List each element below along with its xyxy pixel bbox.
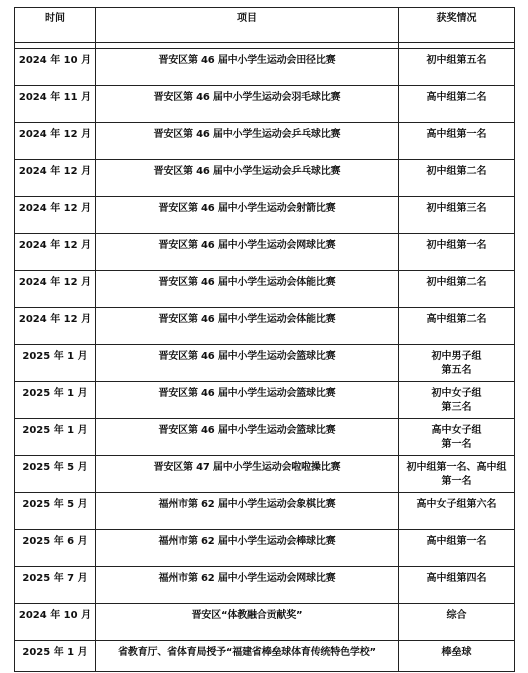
header-time: 时间	[15, 8, 96, 43]
cell-time: 2024 年 12 月	[15, 308, 96, 345]
cell-item: 晋安区第 46 届中小学生运动会体能比赛	[96, 308, 399, 345]
result-line: 初中女子组	[431, 388, 482, 399]
cell-result	[399, 604, 515, 641]
result-line: 高中女子组第六名	[416, 499, 497, 510]
cell-result	[399, 160, 515, 197]
cell-item: 晋安区第 46 届中小学生运动会乒乓球比赛	[96, 160, 399, 197]
result-line: 第五名	[441, 365, 472, 376]
result-line: 高中组第二名	[426, 92, 487, 103]
cell-item: 福州市第 62 届中小学生运动会象棋比赛	[96, 493, 399, 530]
table-row	[15, 604, 515, 641]
cell-time: 2025 年 1 月	[15, 419, 96, 456]
result-line: 高中组第一名	[426, 129, 487, 140]
cell-result	[399, 567, 515, 604]
cell-result	[399, 493, 515, 530]
result-line: 综合	[446, 610, 467, 621]
cell-time: 2025 年 6 月	[15, 530, 96, 567]
result-line: 棒垒球	[441, 647, 472, 658]
table-row	[15, 49, 515, 86]
cell-item: 晋安区第 46 届中小学生运动会网球比赛	[96, 234, 399, 271]
result-line: 初中组第三名	[426, 203, 487, 214]
cell-item: 晋安区第 46 届中小学生运动会篮球比赛	[96, 345, 399, 382]
cell-result	[399, 641, 515, 672]
result-line: 高中组第二名	[426, 314, 487, 325]
result-line: 初中组第一名	[426, 240, 487, 251]
cell-time: 2024 年 11 月	[15, 86, 96, 123]
cell-result	[399, 530, 515, 567]
cell-time: 2024 年 10 月	[15, 49, 96, 86]
result-line: 第一名	[441, 476, 472, 487]
cell-item: 晋安区第 47 届中小学生运动会啦啦操比赛	[96, 456, 399, 493]
cell-result	[399, 197, 515, 234]
cell-result	[399, 456, 515, 493]
cell-time: 2025 年 1 月	[15, 641, 96, 672]
cell-time: 2025 年 5 月	[15, 456, 96, 493]
cell-item: 福州市第 62 届中小学生运动会棒球比赛	[96, 530, 399, 567]
cell-item: 省教育厅、省体育局授予“福建省棒垒球体育传统特色学校”	[96, 641, 399, 672]
result-line: 高中女子组	[431, 425, 482, 436]
cell-item: 福州市第 62 届中小学生运动会网球比赛	[96, 567, 399, 604]
table-header	[15, 8, 515, 43]
table-row	[15, 641, 515, 672]
cell-item: 晋安区第 46 届中小学生运动会篮球比赛	[96, 419, 399, 456]
header-result: 获奖情况	[399, 8, 515, 43]
cell-time: 2025 年 1 月	[15, 345, 96, 382]
result-line: 第一名	[441, 439, 472, 450]
cell-item: 晋安区第 46 届中小学生运动会田径比赛	[96, 49, 399, 86]
result-line: 第三名	[441, 402, 472, 413]
table-row	[15, 382, 515, 419]
cell-result	[399, 49, 515, 86]
cell-item: 晋安区第 46 届中小学生运动会乒乓球比赛	[96, 123, 399, 160]
cell-time: 2024 年 12 月	[15, 234, 96, 271]
cell-time: 2025 年 7 月	[15, 567, 96, 604]
result-line: 高中组第一名	[426, 536, 487, 547]
table-row	[15, 456, 515, 493]
cell-time: 2025 年 5 月	[15, 493, 96, 530]
cell-time: 2025 年 1 月	[15, 382, 96, 419]
cell-result	[399, 86, 515, 123]
header-row	[15, 8, 515, 43]
table-row	[15, 308, 515, 345]
table-row	[15, 419, 515, 456]
cell-time: 2024 年 12 月	[15, 123, 96, 160]
cell-result	[399, 123, 515, 160]
cell-time: 2024 年 10 月	[15, 604, 96, 641]
cell-item: 晋安区第 46 届中小学生运动会篮球比赛	[96, 382, 399, 419]
table-row	[15, 493, 515, 530]
cell-result	[399, 308, 515, 345]
cell-item: 晋安区“体教融合贡献奖”	[96, 604, 399, 641]
table-row	[15, 234, 515, 271]
result-line: 初中男子组	[431, 351, 482, 362]
table-row	[15, 567, 515, 604]
cell-time: 2024 年 12 月	[15, 197, 96, 234]
cell-result	[399, 419, 515, 456]
result-line: 初中组第五名	[426, 55, 487, 66]
table-row	[15, 86, 515, 123]
table-row	[15, 197, 515, 234]
result-line: 初中组第二名	[426, 277, 487, 288]
cell-result	[399, 345, 515, 382]
cell-time: 2024 年 12 月	[15, 271, 96, 308]
result-line: 初中组第一名、高中组	[406, 462, 507, 473]
awards-table	[14, 7, 515, 672]
cell-item: 晋安区第 46 届中小学生运动会羽毛球比赛	[96, 86, 399, 123]
cell-item: 晋安区第 46 届中小学生运动会射箭比赛	[96, 197, 399, 234]
cell-item: 晋安区第 46 届中小学生运动会体能比赛	[96, 271, 399, 308]
table-row	[15, 123, 515, 160]
result-line: 高中组第四名	[426, 573, 487, 584]
table-row	[15, 345, 515, 382]
table-row	[15, 160, 515, 197]
table-body	[15, 43, 515, 672]
cell-result	[399, 234, 515, 271]
header-item: 项目	[96, 8, 399, 43]
result-line: 初中组第二名	[426, 166, 487, 177]
cell-result	[399, 271, 515, 308]
table-row	[15, 271, 515, 308]
table-row	[15, 530, 515, 567]
cell-result	[399, 382, 515, 419]
cell-time: 2024 年 12 月	[15, 160, 96, 197]
